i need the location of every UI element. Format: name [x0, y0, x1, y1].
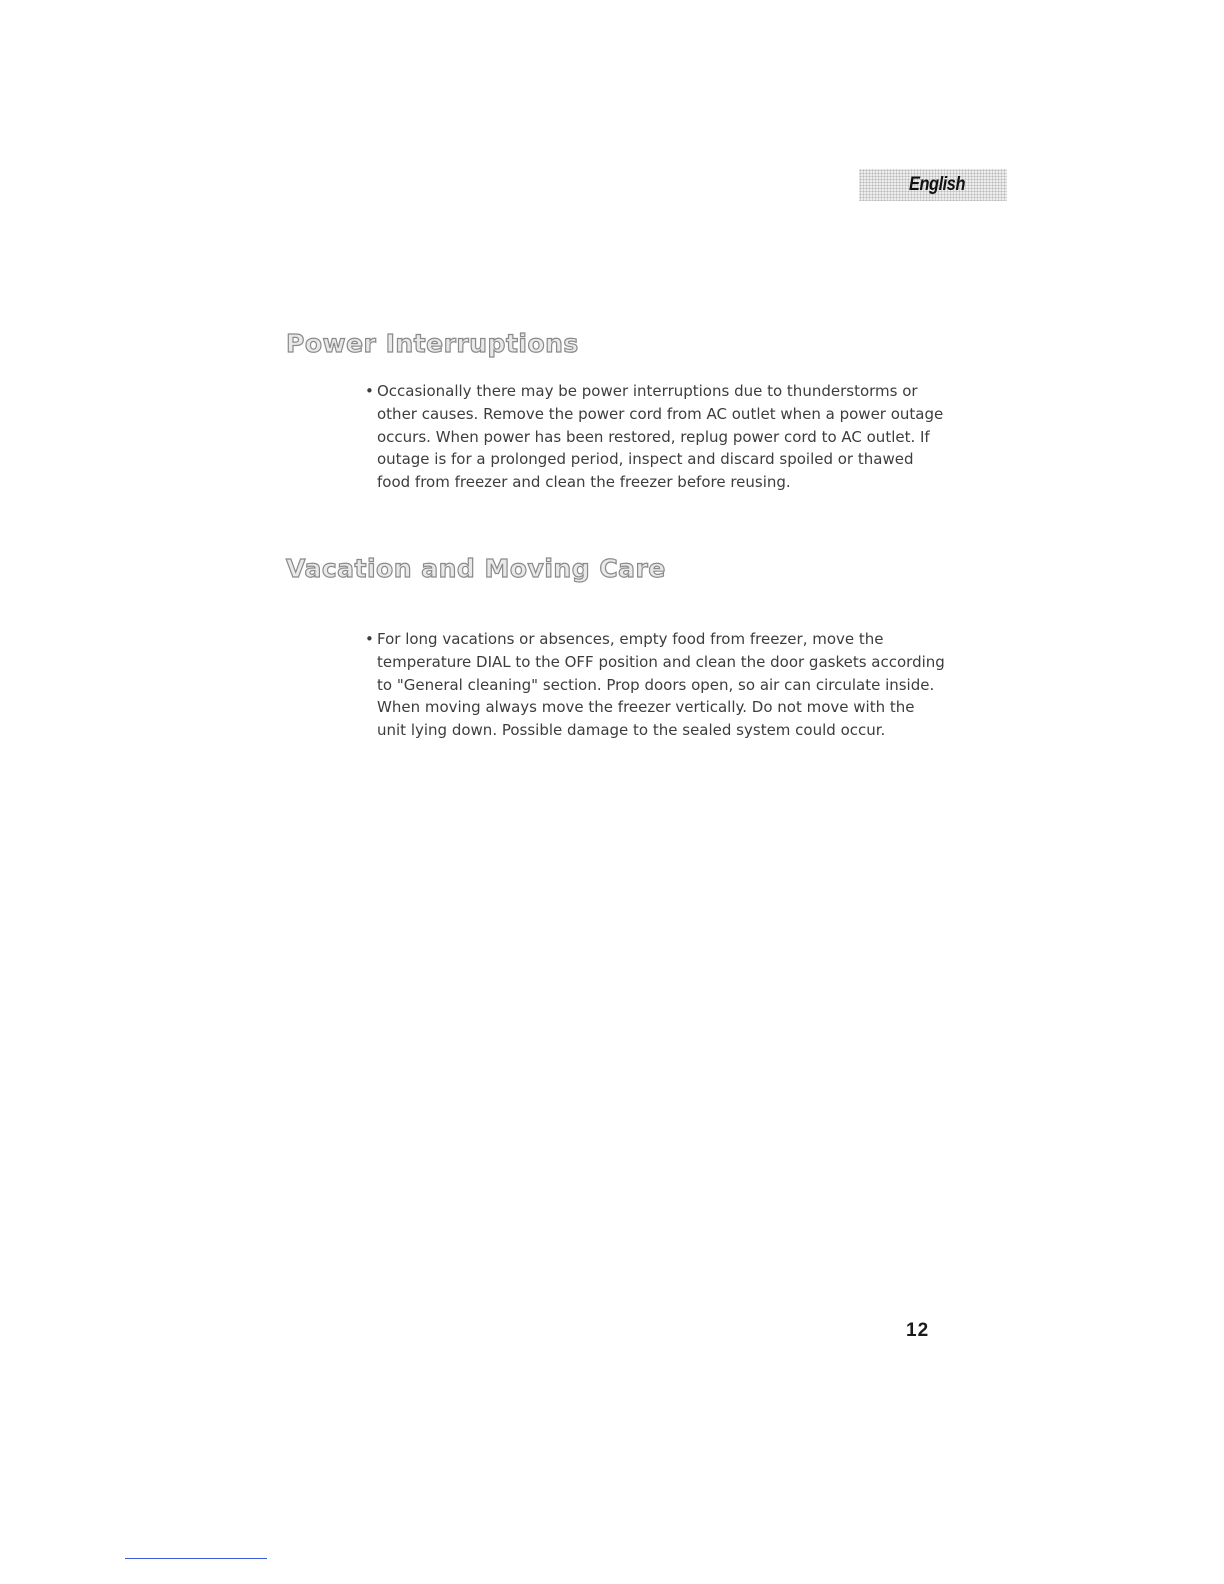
language-tab: [859, 169, 1007, 201]
bullet-dot: •: [365, 382, 374, 400]
language-tab-label: English: [909, 174, 966, 195]
bullet-text: Occasionally there may be power interruptions due to thunderstorms or other causes. Remove the power cord from AC outlet when a power outage occurs. When power has been restored, replug power cord to AC outlet. If outage is for a prolonged period, inspect and discard spoiled or thawed food from freezer and clean the freezer before reusing.: [377, 382, 944, 492]
bullet-item-vacation-moving-care: [365, 628, 945, 742]
bullet-dot: •: [365, 630, 374, 648]
section-title-vacation-moving-care: Vacation and Moving Care: [286, 554, 666, 583]
page-number: 12: [906, 1320, 930, 1341]
bullet-text: For long vacations or absences, empty food from freezer, move the temperature DIAL to the OFF position and clean the door gaskets according to "General cleaning" section. Prop doors open, so air can circulate inside. When moving always move the freezer vertically. Do not move with the unit lying down. Possible damage to the sealed system could occur.: [377, 630, 945, 740]
bullet-item-power-interruptions: [365, 380, 945, 494]
footer-divider: [125, 1558, 267, 1559]
section-title-power-interruptions: Power Interruptions: [286, 329, 579, 358]
